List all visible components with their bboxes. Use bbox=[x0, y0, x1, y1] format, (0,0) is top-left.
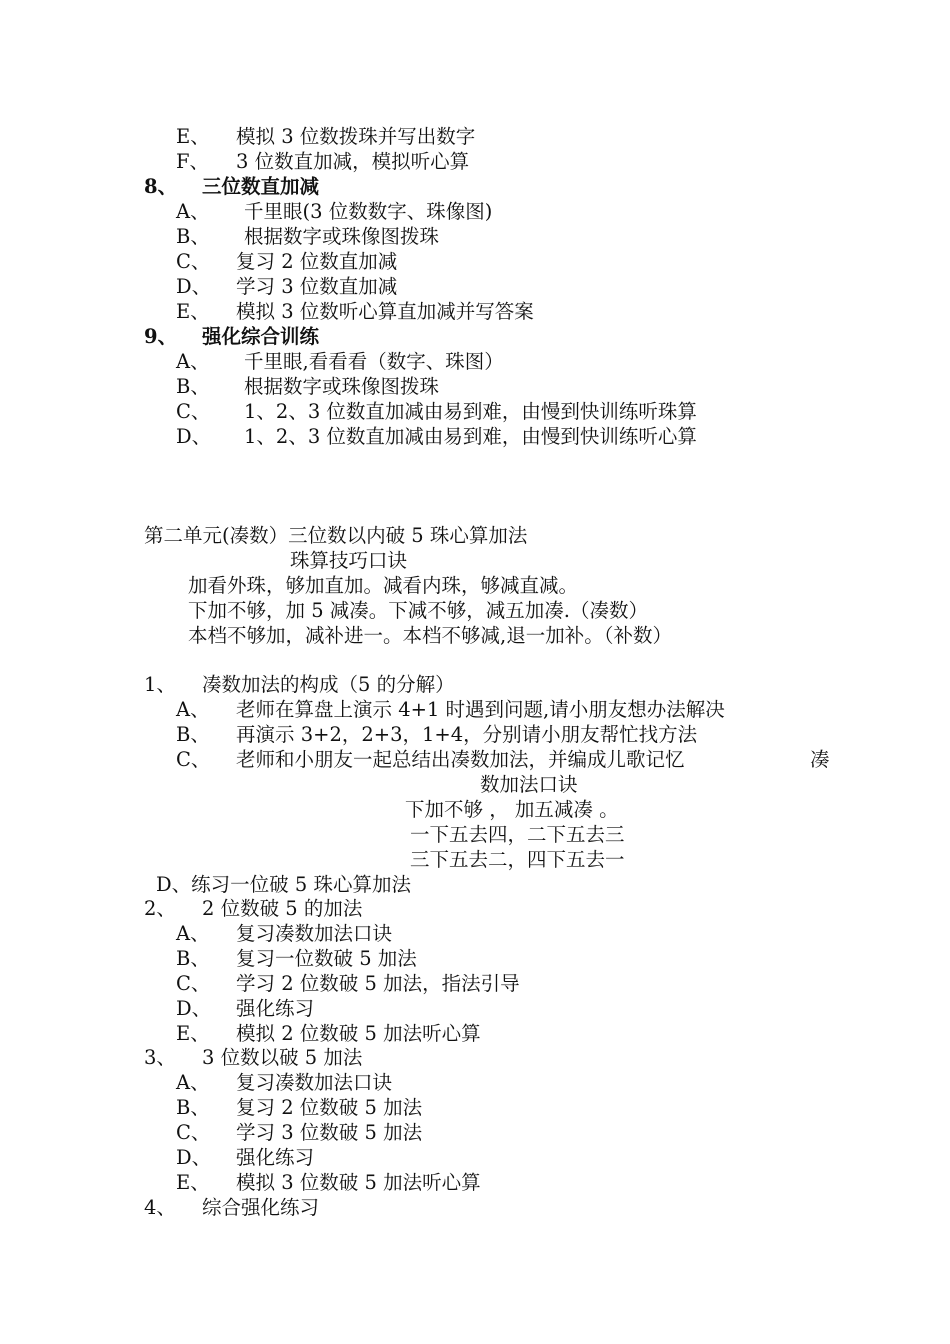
list-item-text: 强化练习 bbox=[236, 997, 315, 1020]
list-item-text: 3 位数直加减，模拟听心算 bbox=[236, 150, 470, 173]
list-marker: A、 bbox=[176, 200, 210, 223]
list-item-text: 千里眼,看看看（数字、珠图） bbox=[244, 350, 504, 373]
list-marker: C、 bbox=[176, 972, 211, 995]
chant-line: 三下五去二，四下五去一 bbox=[410, 848, 625, 871]
list-marker: D、 bbox=[176, 997, 212, 1020]
list-marker: B、 bbox=[176, 723, 210, 746]
list-item-text: 复习凑数加法口诀 bbox=[236, 922, 393, 945]
rhyme-line: 加看外珠，够加直加。减看内珠，够减直减。 bbox=[188, 574, 579, 597]
list-item-text: 模拟 3 位数拨珠并写出数字 bbox=[236, 125, 476, 148]
section-number: 1、 bbox=[144, 673, 176, 696]
list-item-text: D、练习一位破 5 珠心算加法 bbox=[156, 873, 411, 896]
list-marker: A、 bbox=[176, 698, 210, 721]
list-item-text: 模拟 3 位数破 5 加法听心算 bbox=[236, 1171, 481, 1194]
list-item-text: 复习凑数加法口诀 bbox=[236, 1071, 393, 1094]
list-marker: B、 bbox=[176, 1096, 210, 1119]
list-item-text: 根据数字或珠像图拨珠 bbox=[244, 225, 440, 248]
list-marker: B、 bbox=[176, 947, 210, 970]
section-number: 8、 bbox=[144, 175, 178, 198]
list-item-text: 复习 2 位数直加减 bbox=[236, 250, 398, 273]
unit-subtitle: 珠算技巧口诀 bbox=[290, 549, 408, 572]
section-heading: 凑数加法的构成（5 的分解） bbox=[202, 673, 455, 696]
unit-title: 第二单元(凑数）三位数以内破 5 珠心算加法 bbox=[144, 524, 528, 547]
list-marker: B、 bbox=[176, 225, 210, 248]
section-number: 3、 bbox=[144, 1046, 176, 1069]
list-item-text: 根据数字或珠像图拨珠 bbox=[244, 375, 440, 398]
list-item-text: 再演示 3+2，2+3，1+4，分别请小朋友帮忙找方法 bbox=[236, 723, 698, 746]
list-marker: A、 bbox=[176, 922, 210, 945]
list-marker: D、 bbox=[176, 275, 212, 298]
list-marker: E、 bbox=[176, 125, 210, 148]
list-item-text: 模拟 2 位数破 5 加法听心算 bbox=[236, 1022, 481, 1045]
list-item-text: 学习 2 位数破 5 加法，指法引导 bbox=[236, 972, 520, 995]
list-item-text: 千里眼(3 位数数字、珠像图) bbox=[244, 200, 493, 223]
list-item-text: 1、2、3 位数直加减由易到难，由慢到快训练听心算 bbox=[244, 425, 697, 448]
list-item-text: 老师在算盘上演示 4+1 时遇到问题,请小朋友想办法解决 bbox=[236, 698, 725, 721]
list-item-text: 强化练习 bbox=[236, 1146, 315, 1169]
section-heading: 综合强化练习 bbox=[202, 1196, 320, 1219]
list-marker: C、 bbox=[176, 250, 211, 273]
wrapped-text-continuation: 数加法口诀 bbox=[480, 773, 578, 796]
section-heading: 2 位数破 5 的加法 bbox=[202, 897, 363, 920]
list-item-text: 模拟 3 位数听心算直加减并写答案 bbox=[236, 300, 534, 323]
list-marker: A、 bbox=[176, 1071, 210, 1094]
list-marker: D、 bbox=[176, 1146, 212, 1169]
list-marker: B、 bbox=[176, 375, 210, 398]
list-marker: E、 bbox=[176, 1022, 210, 1045]
list-marker: D、 bbox=[176, 425, 212, 448]
list-item-text: 复习一位数破 5 加法 bbox=[236, 947, 417, 970]
section-heading: 3 位数以破 5 加法 bbox=[202, 1046, 363, 1069]
list-item-text: 学习 3 位数破 5 加法 bbox=[236, 1121, 423, 1144]
rhyme-line: 本档不够加，减补进一。本档不够减,退一加补。（补数） bbox=[188, 624, 672, 647]
list-marker: E、 bbox=[176, 1171, 210, 1194]
list-marker: E、 bbox=[176, 300, 210, 323]
chant-line: 下加不够 ， 加五减凑 。 bbox=[405, 798, 619, 821]
list-item-text: 复习 2 位数破 5 加法 bbox=[236, 1096, 423, 1119]
list-marker: A、 bbox=[176, 350, 210, 373]
section-number: 9、 bbox=[144, 325, 178, 348]
section-heading: 三位数直加减 bbox=[202, 175, 320, 198]
list-marker: C、 bbox=[176, 1121, 211, 1144]
section-number: 2、 bbox=[144, 897, 176, 920]
wrapped-text-tail: 凑 bbox=[810, 748, 830, 771]
list-marker: C、 bbox=[176, 748, 211, 771]
list-marker: F、 bbox=[176, 150, 210, 173]
rhyme-line: 下加不够，加 5 减凑。下减不够，减五加凑.（凑数） bbox=[188, 599, 649, 622]
section-heading: 强化综合训练 bbox=[202, 325, 320, 348]
chant-line: 一下五去四，二下五去三 bbox=[410, 823, 625, 846]
list-item-text: 学习 3 位数直加减 bbox=[236, 275, 398, 298]
section-number: 4、 bbox=[144, 1196, 176, 1219]
list-item-text: 老师和小朋友一起总结出凑数加法，并编成儿歌记忆 bbox=[236, 748, 685, 771]
list-item-text: 1、2、3 位数直加减由易到难，由慢到快训练听珠算 bbox=[244, 400, 697, 423]
list-marker: C、 bbox=[176, 400, 211, 423]
